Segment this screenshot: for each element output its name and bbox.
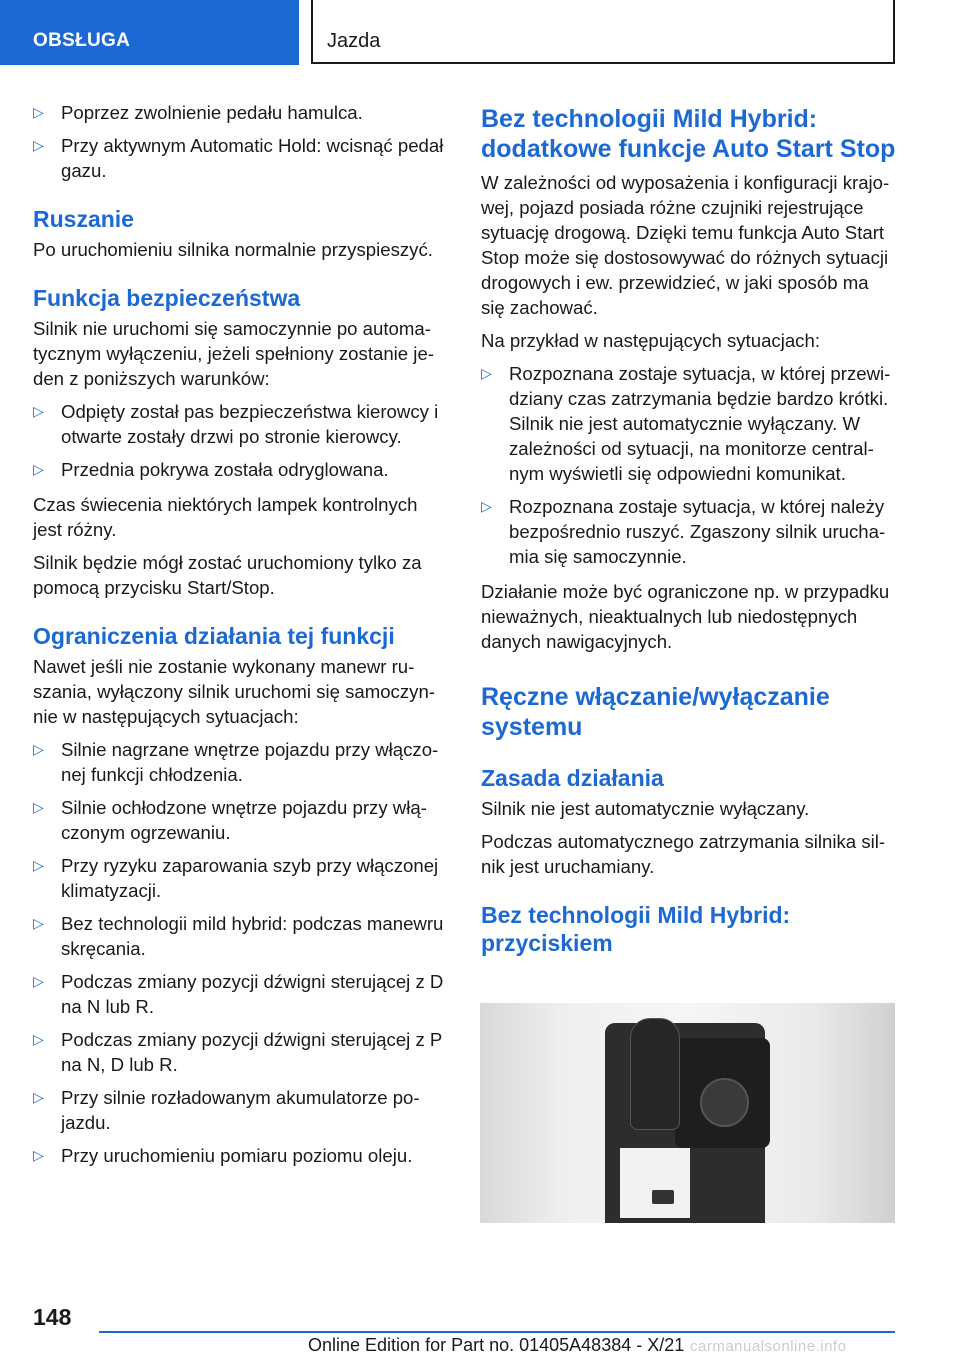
gear-lever-icon bbox=[630, 1018, 680, 1130]
list-item: ▷ Podczas zmiany pozycji dźwigni sterującej z P na N, D lub R. bbox=[33, 1029, 442, 1075]
triangle-bullet-icon: ▷ bbox=[33, 1031, 44, 1047]
paragraph: Czas świecenia niektórych lampek kontrolnych jest różny. bbox=[33, 494, 418, 540]
paragraph: W zależności od wyposażenia i konfiguracji krajowej, pojazd posiada różne czujniki rejestrujące sytuację drogową. Dzięki temu funkcja Auto Start Stop może się dostosowywać do różnych sytuacji drogowych i ew. przewidzieć, w jaki sposób ma się zachować. bbox=[481, 172, 890, 318]
center-console-image bbox=[480, 1003, 895, 1223]
footer-watermark: carmanualsonline.info bbox=[690, 1338, 847, 1355]
triangle-bullet-icon: ▷ bbox=[33, 104, 44, 120]
triangle-bullet-icon: ▷ bbox=[33, 973, 44, 989]
left-column bbox=[33, 100, 448, 1178]
list-item: ▷ Silnie nagrzane wnętrze pojazdu przy włączonej funkcji chłodzenia. bbox=[33, 739, 439, 785]
list-item: ▷ Przednia pokrywa została odryglowana. bbox=[33, 459, 389, 480]
heading-no-mild-hybrid: Bez technologii Mild Hybrid: dodatkowe funkcje Auto Start Stop bbox=[481, 105, 896, 163]
triangle-bullet-icon: ▷ bbox=[33, 137, 44, 153]
heading-ruszanie: Ruszanie bbox=[33, 206, 134, 232]
intro-list bbox=[33, 100, 448, 183]
list-item: ▷ Rozpoznana zostaje sytuacja, w której należy bezpośrednio ruszyć. Zgaszony silnik uruchamia się samoczynnie. bbox=[481, 496, 886, 567]
triangle-bullet-icon: ▷ bbox=[33, 403, 44, 419]
list-item: ▷ Przy uruchomieniu pomiaru poziomu oleju. bbox=[33, 1145, 413, 1166]
paragraph: Na przykład w następujących sytuacjach: bbox=[481, 330, 820, 351]
situations-list bbox=[481, 361, 896, 569]
paragraph: Działanie może być ograniczone np. w przypadku nieważnych, nieaktualnych lub niedostępnych danych nawigacyjnych. bbox=[481, 581, 890, 652]
paragraph: Podczas automatycznego zatrzymania silnika silnik jest uruchamiany. bbox=[481, 831, 886, 877]
heading-button: Bez technologii Mild Hybrid: przyciskiem bbox=[481, 902, 791, 956]
heading-limits: Ograniczenia działania tej funkcji bbox=[33, 623, 395, 649]
footer-divider bbox=[99, 1331, 895, 1333]
list-item: ▷ Przy ryzyku zaparowania szyb przy włączonej klimatyzacji. bbox=[33, 855, 439, 901]
triangle-bullet-icon: ▷ bbox=[33, 461, 44, 477]
parking-button-icon bbox=[652, 1190, 674, 1204]
paragraph: Silnik nie jest automatycznie wyłączany. bbox=[481, 798, 810, 819]
list-item: ▷ Przy silnie rozładowanym akumulatorze pojazdu. bbox=[33, 1087, 420, 1133]
triangle-bullet-icon: ▷ bbox=[481, 498, 492, 514]
triangle-bullet-icon: ▷ bbox=[33, 741, 44, 757]
button-panel bbox=[620, 1148, 690, 1218]
heading-principle: Zasada działania bbox=[481, 765, 664, 791]
footer-edition: Online Edition for Part no. 01405A48384 - X/21 bbox=[308, 1335, 685, 1355]
triangle-bullet-icon: ▷ bbox=[33, 915, 44, 931]
list-item: ▷ Podczas zmiany pozycji dźwigni sterującej z D na N lub R. bbox=[33, 971, 444, 1017]
heading-manual: Ręczne włączanie/wyłączanie systemu bbox=[481, 683, 830, 741]
triangle-bullet-icon: ▷ bbox=[33, 1147, 44, 1163]
safety-list bbox=[33, 399, 448, 482]
triangle-bullet-icon: ▷ bbox=[33, 1089, 44, 1105]
paragraph: Silnik będzie mógł zostać uruchomiony tylko za pomocą przycisku Start/Stop. bbox=[33, 552, 422, 598]
chapter-header bbox=[311, 0, 895, 64]
triangle-bullet-icon: ▷ bbox=[481, 365, 492, 381]
list-item: ▷ Rozpoznana zostaje sytuacja, w której przewidziany czas zatrzymania będzie bardzo krótki. Silnik nie jest automatycznie wyłączany. W zależności od sytuacji, na monitorze centralnym wyświetli się odpowiedni komunikat. bbox=[481, 363, 891, 484]
heading-safety: Funkcja bezpieczeństwa bbox=[33, 285, 301, 311]
triangle-bullet-icon: ▷ bbox=[33, 799, 44, 815]
list-item: ▷ Bez technologii mild hybrid: podczas manewru skręcania. bbox=[33, 913, 444, 959]
list-item: ▷ Odpięty został pas bezpieczeństwa kierowcy i otwarte zostały drzwi po stronie kierowcy. bbox=[33, 401, 439, 447]
section-tab bbox=[0, 0, 299, 65]
paragraph: Nawet jeśli nie zostanie wykonany manewr ruszania, wyłączony silnik uruchomi się samoczynnie w następujących sytuacjach: bbox=[33, 656, 435, 727]
list-item: ▷ Przy aktywnym Automatic Hold: wcisnąć pedał gazu. bbox=[33, 135, 444, 181]
controller-knob-icon bbox=[700, 1078, 749, 1127]
paragraph: Po uruchomieniu silnika normalnie przyspieszyć. bbox=[33, 239, 433, 260]
page-number: 148 bbox=[33, 1304, 72, 1330]
paragraph: Silnik nie uruchomi się samoczynnie po automatycznym wyłączeniu, jeżeli spełniony zostanie jeden z poniższych warunków: bbox=[33, 318, 434, 389]
chapter-label: Jazda bbox=[327, 30, 381, 52]
right-column bbox=[481, 100, 896, 961]
list-item: ▷ Silnie ochłodzone wnętrze pojazdu przy włączonym ogrzewaniu. bbox=[33, 797, 427, 843]
limits-list bbox=[33, 737, 448, 1168]
list-item: ▷ Poprzez zwolnienie pedału hamulca. bbox=[33, 102, 363, 123]
section-label: OBSŁUGA bbox=[33, 30, 131, 51]
triangle-bullet-icon: ▷ bbox=[33, 857, 44, 873]
